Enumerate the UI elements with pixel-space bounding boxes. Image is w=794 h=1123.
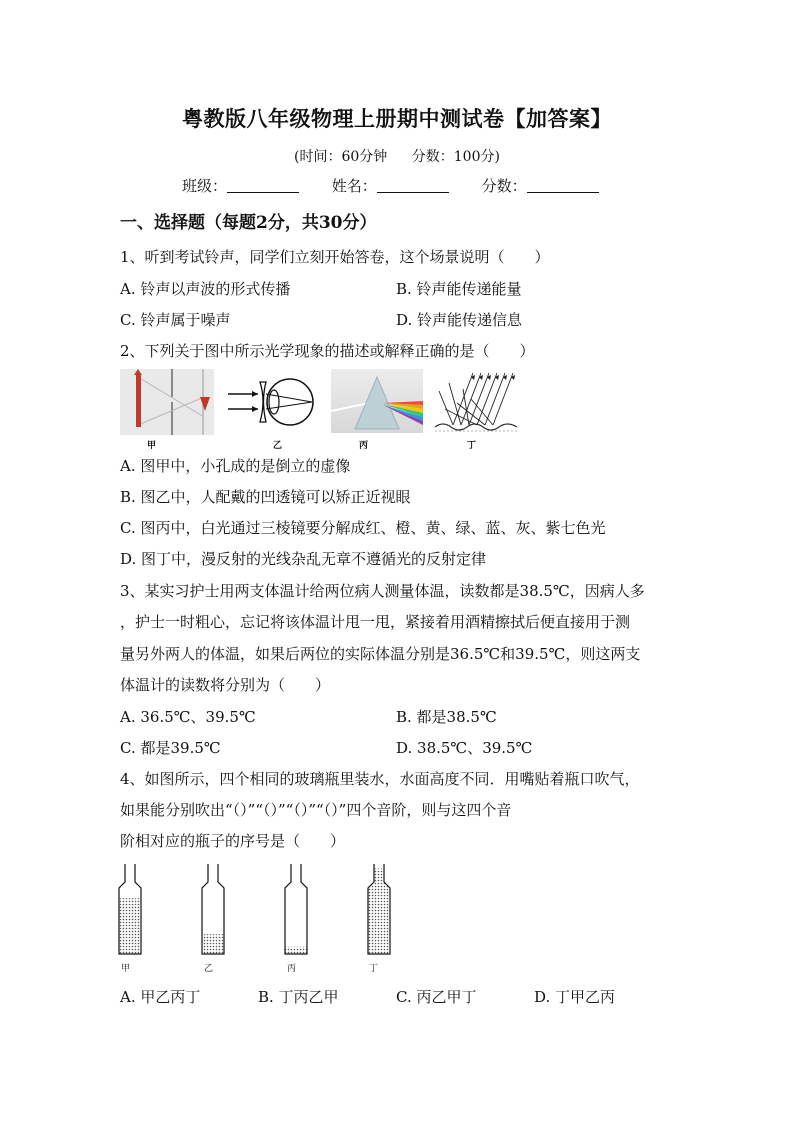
q1-option-a: A. 铃声以声波的形式传播 (120, 280, 291, 298)
exam-time: (时间：60分钟 (294, 149, 388, 165)
q4-option-b: B. 丁丙乙甲 (258, 988, 339, 1006)
q3-option-c: C. 都是39.5℃ (120, 739, 221, 757)
question-3-line-4: 体温计的读数将分别为（ ） (120, 676, 331, 694)
question-4-line-2: 如果能分别吹出“（）”“（）”“（）”“（）”四个音阶，则与这四个音 (120, 801, 512, 819)
q1-option-d: D. 铃声能传递信息 (396, 311, 523, 329)
bottle-outline (285, 864, 307, 954)
bottle-water (285, 947, 307, 954)
name-field (332, 175, 449, 196)
class-label: 班级： (182, 177, 228, 195)
question-1-text: 1、听到考试铃声，同学们立刻开始答卷，这个场景说明（ ） (120, 248, 550, 266)
bottle-water (368, 869, 390, 955)
eye-lens-figure (226, 376, 318, 428)
question-3-line-2: ，护士一时粗心，忘记将该体温计甩一甩，紧接着用酒精擦拭后便直接用于测 (120, 613, 631, 631)
q1-option-c: C. 铃声属于噪声 (120, 311, 231, 329)
bottle-yi (202, 864, 224, 954)
bottle-bing (285, 864, 307, 954)
diffuse-reflection-figure (433, 369, 519, 435)
figure-label-bing: 丙 (359, 441, 369, 451)
question-3-line-3: 量另外两人的体温，如果后两位的实际体温分别是36.5℃和39.5℃，则这两支 (120, 645, 641, 663)
exam-total-score: 分数：100分) (411, 149, 500, 165)
class-blank[interactable] (227, 178, 299, 193)
q2-option-c: C. 图丙中，白光通过三棱镜要分解成红、橙、黄、绿、蓝、灰、紫七色光 (120, 519, 606, 537)
q2-option-a: A. 图甲中，小孔成的是倒立的虚像 (120, 457, 351, 475)
q4-option-c: C. 丙乙甲丁 (396, 988, 477, 1006)
bottles-figure (110, 858, 400, 958)
score-label: 分数： (481, 177, 527, 195)
question-3-line-1: 3、某实习护士用两支体温计给两位病人测量体温，读数都是38.5℃，因病人多 (120, 582, 645, 600)
q2-option-b: B. 图乙中，人配戴的凹透镜可以矫正近视眼 (120, 488, 411, 506)
question-4-line-3: 阶相对应的瓶子的序号是（ ） (120, 832, 346, 850)
question-4-line-1: 4、如图所示，四个相同的玻璃瓶里装水，水面高度不同．用嘴贴着瓶口吹气， (120, 770, 640, 788)
q3-option-d: D. 38.5℃、39.5℃ (396, 739, 533, 757)
bottle-water (202, 934, 224, 954)
prism-figure (331, 369, 423, 433)
figure-label-jia: 甲 (147, 441, 157, 451)
q4-option-a: A. 甲乙丙丁 (120, 988, 201, 1006)
q3-option-b: B. 都是38.5℃ (396, 708, 497, 726)
bottle-label-bing: 丙 (287, 964, 297, 974)
score-field (482, 175, 599, 196)
q2-option-d: D. 图丁中，漫反射的光线杂乱无章不遵循光的反射定律 (120, 550, 487, 568)
bottle-label-jia: 甲 (121, 964, 131, 974)
score-blank[interactable] (527, 178, 599, 193)
section-title: 一、选择题（每题2分，共30分） (120, 213, 377, 233)
question-2-text: 2、下列关于图中所示光学现象的描述或解释正确的是（ ） (120, 342, 535, 360)
bottle-label-yi: 乙 (204, 964, 214, 974)
exam-info (0, 146, 794, 166)
q1-option-b: B. 铃声能传递能量 (396, 280, 522, 298)
q4-option-d: D. 丁甲乙丙 (534, 988, 616, 1006)
bottle-ding (368, 864, 390, 954)
figure-label-yi: 乙 (273, 441, 283, 451)
name-label: 姓名： (331, 177, 377, 195)
bottle-water (119, 898, 141, 954)
pinhole-figure (120, 369, 214, 435)
class-field (182, 175, 299, 196)
student-info-fields (182, 175, 627, 196)
figure-label-ding: 丁 (467, 441, 477, 451)
name-blank[interactable] (377, 178, 449, 193)
page-title: 粤教版八年级物理上册期中测试卷【加答案】 (182, 106, 612, 131)
q3-option-a: A. 36.5℃、39.5℃ (120, 708, 256, 726)
bottle-label-ding: 丁 (369, 964, 379, 974)
bottle-jia (119, 864, 141, 954)
